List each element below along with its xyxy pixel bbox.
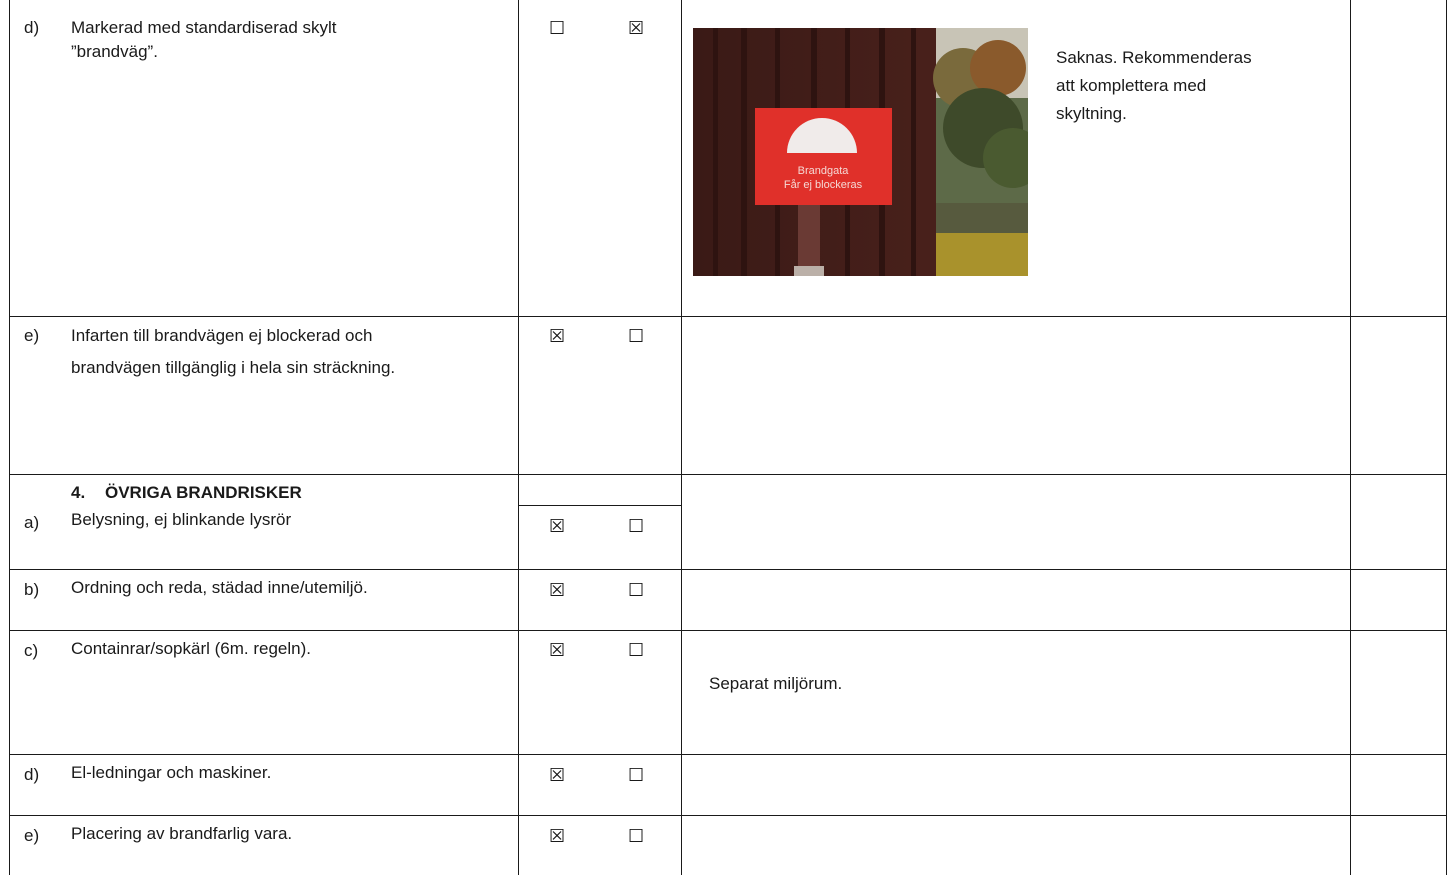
row-letter: e) — [24, 326, 40, 345]
row-divider — [9, 474, 1447, 475]
sign-text-line2: Får ej blockeras — [783, 179, 863, 191]
brandgata-sign-photo — [693, 28, 1028, 276]
section-title: ÖVRIGA BRANDRISKER — [105, 483, 302, 502]
row-text: ”brandväg”. — [71, 42, 158, 61]
checkbox-unchecked[interactable]: ☐ — [628, 516, 645, 537]
comment-text: Separat miljörum. — [709, 674, 843, 693]
row-letter: c) — [24, 641, 39, 660]
row-letter: d) — [24, 765, 40, 784]
checkbox-checked[interactable]: ☒ — [549, 580, 566, 601]
sign-text-line1: Brandgata — [797, 165, 849, 177]
row-text: Infarten till brandvägen ej blockerad och — [71, 326, 373, 345]
table-border-left — [9, 0, 10, 875]
row-text: El-ledningar och maskiner. — [71, 763, 272, 782]
row-letter: d) — [24, 18, 40, 37]
comment-text: Saknas. Rekommenderas — [1056, 48, 1252, 67]
comment-text: att komplettera med — [1056, 76, 1207, 95]
row-divider — [9, 569, 1447, 570]
row-text: Belysning, ej blinkande lysrör — [71, 510, 292, 529]
comment-text: skyltning. — [1056, 104, 1127, 123]
checkbox-unchecked[interactable]: ☐ — [628, 765, 645, 786]
checkbox-unchecked[interactable]: ☐ — [628, 580, 645, 601]
checkbox-unchecked[interactable]: ☐ — [628, 326, 645, 347]
checkbox-checked[interactable]: ☒ — [628, 18, 645, 39]
section-number: 4. — [71, 483, 86, 502]
table-border-right — [1446, 0, 1447, 875]
heading-sub-divider — [518, 505, 681, 506]
row-divider — [9, 815, 1447, 816]
row-divider — [9, 630, 1447, 631]
row-text: Markerad med standardiserad skylt — [71, 18, 337, 37]
table-border-col1 — [518, 0, 519, 875]
table-border-col3 — [1350, 0, 1351, 875]
row-letter: e) — [24, 826, 40, 845]
row-letter: a) — [24, 513, 40, 532]
checkbox-checked[interactable]: ☒ — [549, 516, 566, 537]
checkbox-checked[interactable]: ☒ — [549, 826, 566, 847]
table-border-col2 — [681, 0, 682, 875]
checkbox-checked[interactable]: ☒ — [549, 765, 566, 786]
checkbox-unchecked[interactable]: ☐ — [628, 826, 645, 847]
row-divider — [9, 316, 1447, 317]
row-text: Containrar/sopkärl (6m. regeln). — [71, 639, 311, 658]
row-divider — [9, 754, 1447, 755]
checkbox-checked[interactable]: ☒ — [549, 640, 566, 661]
row-text: brandvägen tillgänglig i hela sin sträckning. — [71, 358, 396, 377]
row-letter: b) — [24, 580, 40, 599]
checkbox-unchecked[interactable]: ☐ — [628, 640, 645, 661]
checkbox-checked[interactable]: ☒ — [549, 326, 566, 347]
row-text: Ordning och reda, städad inne/utemiljö. — [71, 578, 368, 597]
row-text: Placering av brandfarlig vara. — [71, 824, 293, 843]
checkbox-unchecked[interactable]: ☐ — [549, 18, 566, 39]
